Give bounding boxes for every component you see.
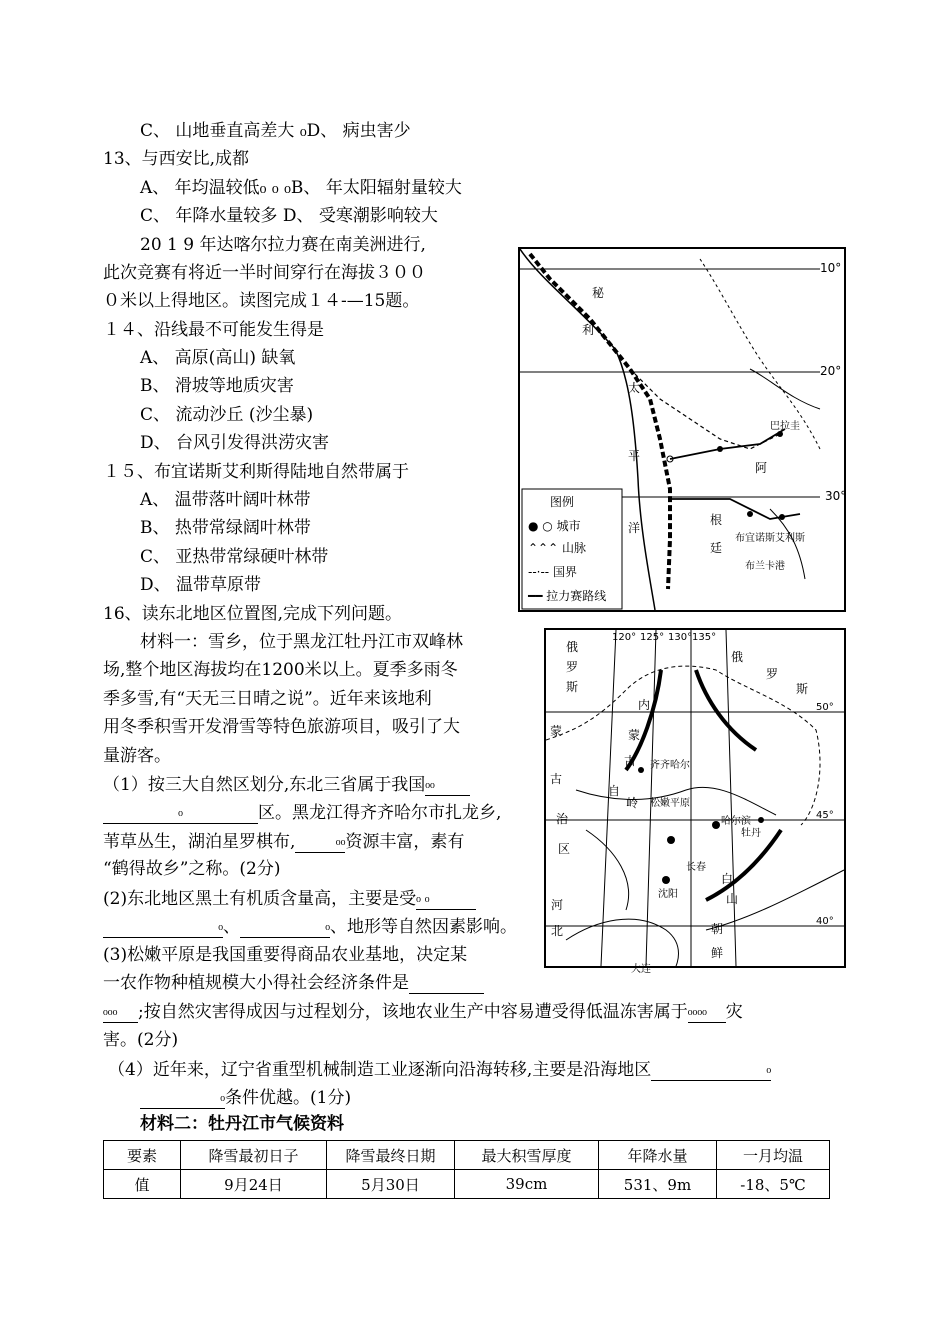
lat-label: 30° <box>825 489 847 503</box>
q16-part3-cont <box>103 1000 743 1023</box>
place-label: 鲜 <box>711 946 724 960</box>
mountain-symbol-icon: ⌃⌃⌃ <box>528 541 562 555</box>
place-label: 洋 <box>628 521 641 535</box>
place-label: 北 <box>551 924 564 938</box>
option-15d: D、 温带草原带 <box>140 575 262 595</box>
place-label: 斯 <box>796 682 809 696</box>
option-15a: A、 温带落叶阔叶林带 <box>140 490 311 510</box>
place-label: 罗 <box>566 660 579 674</box>
legend-city <box>528 517 581 534</box>
place-label: 利 <box>582 323 595 337</box>
city-label: 大连 <box>631 964 651 975</box>
place-label: 平 <box>628 449 641 463</box>
place-label: 治 <box>556 812 569 826</box>
table-cell: 39cm <box>455 1170 599 1199</box>
q16-part1-text: 苇草丛生，湖泊星罗棋布, <box>103 832 296 852</box>
northeast-china-map <box>544 628 846 975</box>
answer-blank[interactable]: ₀ ₀ <box>416 887 476 910</box>
place-label: 蒙 <box>550 724 563 738</box>
q16-part3-text: ;按自然灾害得成因与过程划分，该地农业生产中容易遭受得低温冻害属于 <box>138 1002 688 1022</box>
option-15c: C、 亚热带常绿硬叶林带 <box>140 547 329 567</box>
q16-part3-cont: 害。(2分) <box>103 1030 179 1050</box>
option-12c-d: C、 山地垂直高差大 ₀D、 病虫害少 <box>140 121 411 141</box>
city-label: 牡丹 <box>741 828 761 839</box>
sep-mark: 、 <box>223 917 240 937</box>
place-label: 廷 <box>710 541 723 555</box>
q16-part1-text: （1）按三大自然区划分,东北三省属于我国 <box>103 775 426 795</box>
q16-part4 <box>108 1058 771 1081</box>
city-label: 沈阳 <box>658 889 678 900</box>
answer-blank[interactable]: ₀ <box>140 1086 225 1109</box>
place-label: 区 <box>558 842 571 856</box>
material-1-line: 用冬季积雪开发滑雪等特色旅游项目，吸引了大 <box>103 717 460 737</box>
place-label: 古 <box>550 772 563 786</box>
answer-blank[interactable]: ₀₀ <box>425 773 470 796</box>
q16-part1-cont: “鹤得故乡”之称。(2分) <box>103 859 281 879</box>
table-header-row <box>104 1141 830 1170</box>
question-14: １４、沿线最不可能发生得是 <box>103 320 324 340</box>
place-label: 俄 <box>566 640 579 654</box>
q16-part3-cont <box>103 972 484 994</box>
q16-part2-text: (2)东北地区黑土有机质含量高，主要是受 <box>103 889 417 909</box>
answer-blank[interactable]: ₀ <box>651 1058 771 1081</box>
material-1-line: 季多雪,有“天无三日晴之说”。近年来该地利 <box>103 689 432 709</box>
option-15b: B、 热带常绿阔叶林带 <box>140 518 311 538</box>
place-label: 巴拉圭 <box>770 421 800 432</box>
q16-part3-text: 灾 <box>725 1002 743 1022</box>
city-symbol-icon: ● ○ <box>528 519 557 533</box>
material-2-title: 材料二：牡丹江市气候资料 <box>140 1114 344 1134</box>
q16-part1-cont <box>103 830 464 853</box>
place-label: 朝 <box>711 922 724 936</box>
legend-item: 山脉 <box>561 541 586 555</box>
q16-part2-cont <box>103 915 517 938</box>
place-label: 内 <box>638 698 651 712</box>
legend-item: 拉力赛路线 <box>546 589 607 603</box>
table-header: 一月均温 <box>717 1141 830 1170</box>
answer-blank[interactable] <box>409 993 484 994</box>
place-label: 布宜诺斯艾利斯 <box>735 533 805 544</box>
place-label: 白 <box>721 872 734 886</box>
q16-part4-text: （4）近年来，辽宁省重型机械制造工业逐渐向沿海转移,主要是沿海地区 <box>108 1060 652 1080</box>
place-label: 河 <box>551 898 564 912</box>
table-header: 最大积雪厚度 <box>455 1141 599 1170</box>
south-america-rally-map <box>518 247 846 612</box>
answer-blank[interactable]: ₀₀ <box>295 830 345 853</box>
city-label: 哈尔滨 <box>721 816 751 827</box>
place-label: 古 <box>624 754 637 768</box>
place-label: 斯 <box>566 680 579 694</box>
city-label: 长春 <box>686 862 706 873</box>
legend-item: 国界 <box>552 565 577 579</box>
table-row <box>104 1170 830 1199</box>
lon-label: 135° <box>692 632 717 643</box>
option-13a-b: A、 年均温较低₀ ₀ ₀B、 年太阳辐射量较大 <box>140 178 462 198</box>
lon-label: 120° <box>612 632 637 643</box>
place-label: 山 <box>726 892 739 906</box>
material-1-line: 场,整个地区海拔均在1200米以上。夏季多雨冬 <box>103 660 458 680</box>
legend-item: 城市 <box>556 519 581 533</box>
city-label: 齐齐哈尔 <box>650 760 690 771</box>
lat-label: 20° <box>820 364 842 378</box>
q16-part1 <box>103 773 470 796</box>
answer-blank[interactable]: ₀₀₀ <box>103 1000 138 1023</box>
q16-part1-text: 区。黑龙江得齐齐哈尔市扎龙乡, <box>258 803 502 823</box>
place-label: 阿 <box>755 461 768 475</box>
q16-part4-text: 条件优越。(1分) <box>225 1088 352 1108</box>
lon-label: 125° <box>640 632 665 643</box>
border-symbol-icon: --·-- <box>528 565 553 579</box>
table-cell: -18、5℃ <box>717 1170 830 1199</box>
q16-part3-text: 一农作物种植规模大小得社会经济条件是 <box>103 973 409 993</box>
answer-blank[interactable]: ₀ <box>103 801 258 824</box>
passage-line: 此次竞赛有将近一半时间穿行在海拔３００ <box>103 263 426 283</box>
answer-blank[interactable]: ₀ <box>240 915 330 938</box>
table-cell: 值 <box>104 1170 181 1199</box>
legend-border <box>528 563 577 580</box>
table-cell: 5月30日 <box>327 1170 455 1199</box>
table-header: 降雪最终日期 <box>327 1141 455 1170</box>
table-cell: 9月24日 <box>181 1170 327 1199</box>
option-14b: B、 滑坡等地质灾害 <box>140 376 294 396</box>
q16-part2-text: 、地形等自然因素影响。 <box>330 917 517 937</box>
lon-label: 130° <box>668 632 693 643</box>
table-header: 降雪最初日子 <box>181 1141 327 1170</box>
lat-label: 50° <box>816 702 834 713</box>
place-label: 自 <box>608 784 621 798</box>
q16-part3: (3)松嫩平原是我国重要得商品农业基地，决定某 <box>103 945 468 965</box>
place-label: 俄 <box>731 650 744 664</box>
place-label: 岭 <box>626 796 639 810</box>
material-1-line: 量游客。 <box>103 746 171 766</box>
place-label: 布兰卡港 <box>745 561 785 572</box>
answer-blank[interactable]: ₀ <box>103 915 223 938</box>
place-label: 根 <box>710 513 723 527</box>
place-label: 蒙 <box>628 728 641 742</box>
passage-line: ０米以上得地区。读图完成１４-—15题。 <box>103 291 420 311</box>
q16-part1-text: 资源丰富，素有 <box>345 832 465 852</box>
q16-part2 <box>103 887 476 910</box>
place-label: 罗 <box>766 667 779 681</box>
legend-mountain <box>528 539 586 556</box>
answer-blank[interactable]: ₀₀₀₀ <box>688 1000 726 1023</box>
route-symbol-icon: ━━ <box>528 589 547 603</box>
q16-part4-cont <box>140 1086 351 1109</box>
place-label: 太 <box>628 381 641 395</box>
option-14a: A、 高原(高山) 缺氧 <box>140 348 296 368</box>
legend-title: 图例 <box>550 495 575 509</box>
option-13c-d: C、 年降水量较多 D、 受寒潮影响较大 <box>140 206 438 226</box>
lat-label: 10° <box>820 261 842 275</box>
question-16: 16、读东北地区位置图,完成下列问题。 <box>103 604 403 624</box>
table-cell: 531、9m <box>599 1170 717 1199</box>
q16-part1-cont <box>103 801 501 824</box>
climate-table <box>103 1140 830 1199</box>
place-label: 秘 <box>592 286 605 300</box>
lat-label: 45° <box>816 810 834 821</box>
legend-route <box>528 587 606 604</box>
passage-line: 20 1 9 年达喀尔拉力赛在南美洲进行, <box>140 235 426 255</box>
table-header: 要素 <box>104 1141 181 1170</box>
place-label: 松嫩平原 <box>650 798 690 809</box>
lat-label: 40° <box>816 916 834 927</box>
question-15: １５、布宜诺斯艾利斯得陆地自然带属于 <box>103 462 409 482</box>
question-13: 13、与西安比,成都 <box>103 149 250 169</box>
option-14c: C、 流动沙丘 (沙尘暴) <box>140 405 314 425</box>
option-14d: D、 台风引发得洪涝灾害 <box>140 433 330 453</box>
material-1-line: 材料一：雪乡，位于黑龙江牡丹江市双峰林 <box>140 632 463 652</box>
table-header: 年降水量 <box>599 1141 717 1170</box>
